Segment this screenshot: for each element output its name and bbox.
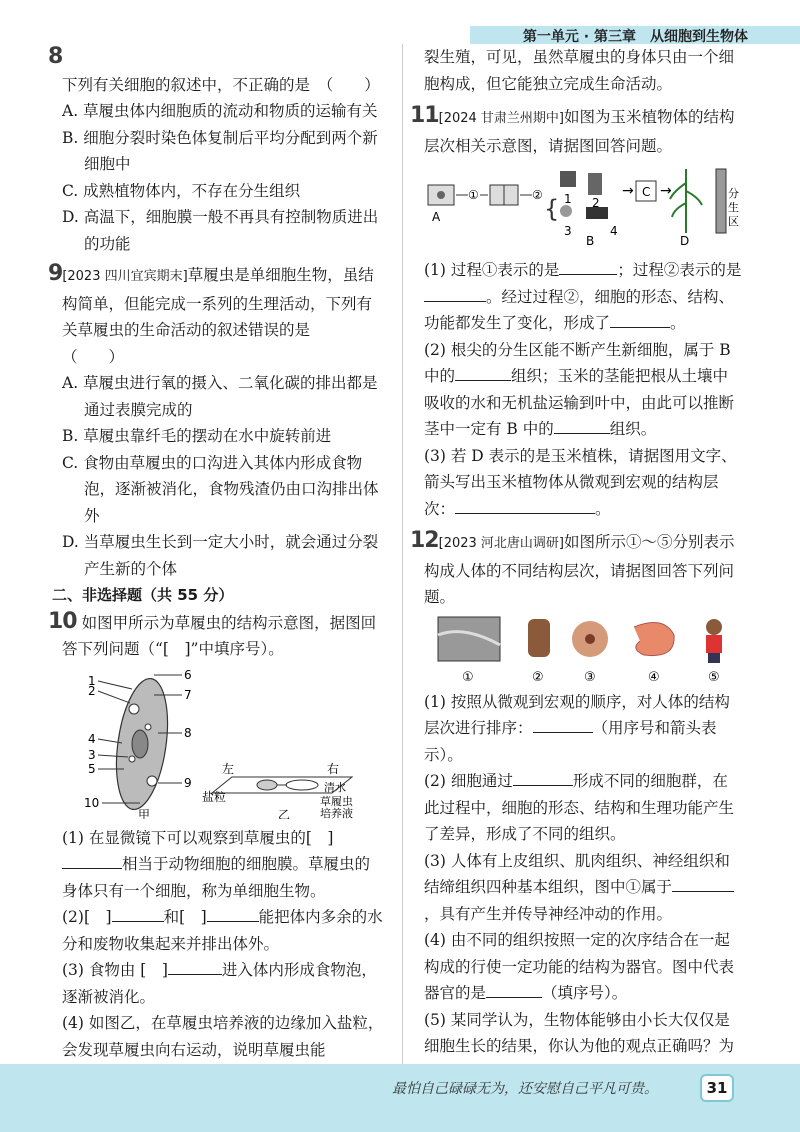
q8-option-a: A. 草履虫体内细胞质的流动和物质的运输有关 xyxy=(62,102,378,120)
label-5: 5 xyxy=(88,761,96,776)
label-right: 右 xyxy=(327,761,340,776)
q11-sub2-c: 组织。 xyxy=(609,420,657,438)
q10-sub3-b: 进入体内形成食物泡，逐渐被消化。 xyxy=(62,961,377,1006)
label-2: 2 xyxy=(592,196,600,210)
q11-sub1-b: ；过程②表示的是 xyxy=(617,261,742,279)
answer-blank[interactable] xyxy=(207,905,259,922)
q8-stem: 下列有关细胞的叙述中，不正确的是 （ ） xyxy=(62,75,380,94)
q10-sub2-c: 能把体内多余的水分和废物收集起来并排出体外。 xyxy=(62,908,383,953)
answer-blank[interactable] xyxy=(513,769,573,786)
q10-sub1-b: 相当于动物细胞的细胞膜。草履虫的身体只有一个细胞，称为单细胞生物。 xyxy=(62,855,371,900)
q8-option-b: B. 细胞分裂时染色体复制后平均分配到两个新细胞中 xyxy=(62,128,378,173)
q10-sub4: (4) 如图乙，在草履虫培养液的边缘加入盐粒，会发现草履虫向右运动，说明草履虫能 xyxy=(62,1014,384,1059)
q12-sub3-a: (3) 人体有上皮组织、肌肉组织、神经组织和结缔组织四种基本组织，图中①属于 xyxy=(424,851,730,896)
q11-figure xyxy=(424,163,742,253)
q10-continuation: 裂生殖，可见，虽然草履虫的身体只由一个细胞构成，但它能独立完成生命活动。 xyxy=(424,48,735,93)
q11-sub2-b: 组织；玉米的茎能把根从土壤中吸收的水和无机盐运输到叶中，由此可以推断茎中一定有 B 中的 xyxy=(424,367,735,438)
caption-yi: 乙 xyxy=(278,807,291,819)
label-water: 清水 xyxy=(324,780,346,794)
fig-label-3: ③ xyxy=(584,669,596,685)
fig-label-5: ⑤ xyxy=(708,669,720,685)
q9-option-d: D. 当草履虫生长到一定大小时，就会通过分裂产生新的个体 xyxy=(62,533,379,578)
q12-source-tag: [2023 河北唐山调研] xyxy=(438,536,564,551)
answer-blank[interactable] xyxy=(486,981,542,998)
label-9: 9 xyxy=(184,775,192,790)
q10-sub2-a: (2)[ ] xyxy=(62,908,112,926)
q12-sub5-a: (5) 某同学认为，生物体能够由小长大仅仅是细胞生长的结果，你认为他的观点正确吗？为 xyxy=(424,1010,735,1055)
page-footer xyxy=(0,1064,800,1132)
answer-blank[interactable] xyxy=(112,905,164,922)
process-2-label: ② xyxy=(532,188,543,202)
q8-option-c: C. 成熟植物体内，不存在分生组织 xyxy=(62,181,301,200)
q12-sub1-b: （用序号和箭头表示）。 xyxy=(424,719,717,764)
svg-text:→: → xyxy=(622,183,634,199)
label-3: 3 xyxy=(88,747,96,762)
fig-label-4: ④ xyxy=(648,669,660,685)
section-heading: 二、非选择题（共 55 分） xyxy=(52,586,234,604)
human-structure-images xyxy=(424,615,742,685)
q12-sub1-a: (1) 按照从微观到宏观的顺序，对人体的结构层次进行排序： xyxy=(424,692,730,737)
fig-label-2: ② xyxy=(532,669,544,685)
answer-blank[interactable] xyxy=(424,285,486,302)
q11-sub1-c: 。经过过程②，细胞的形态、结构、功能都发生了变化，形成了 xyxy=(424,287,735,332)
label-6: 6 xyxy=(184,668,192,682)
label-4: 4 xyxy=(88,731,96,746)
question-number: 8 xyxy=(48,44,63,69)
question-number: 12 xyxy=(410,528,439,553)
right-column: 裂生殖，可见，虽然草履虫的身体只由一个细胞构成，但它能独立完成生命活动。 11[2024 甘肃兰州期中]如图为玉米植物体的结构层次相关示意图，请据图回答问题。 ① ② { → C → A 3 2 1 4 B D 分 生 区 (1) 过程①表示的是 ；过程②表示的是。经过过程②，细胞的形态、结构、功能都发生了变化，形成了 。 (2) 根尖的分生区能不断产生新细胞，属于 B 中的 组织；玉米的茎能把根从土壤中吸收的水和无机盐运输到叶中，由此可以推断茎中一定有 B 中的 组织。 (3) 若 D 表示的是玉米植株，请据图用文字、箭头写出玉米植物体从微观到宏观的结构层次： 。 12[2023 河北唐山调研]如图所示①～⑤分别表示构成人体的不同结构层次，请据图回答下列问题。 ① ② ③ ④ ⑤ (1) 按照从微观到宏观的顺序，对人体的结构层次进行排序： （用序号和箭头表示）。 (2) 细胞通过 形成不同的细胞群，在此过程中，细胞的形态、结构和生理功能产生了差异，形成了不同的组织。 (3) 人体有上皮组织、肌肉组织、神经组织和结缔组织四种基本组织，图中①属于，具有产生并传导神经冲动的作用。 (4) 由不同的组织按照一定的次序结合在一起构成的行使一定功能的结构为器官。图中代表器官的是 （填序号）。 (5) 某同学认为，生物体能够由小长大仅仅是细胞生长的结果，你认为他的观点正确吗？为 xyxy=(424,44,742,1086)
column-divider xyxy=(402,44,403,1064)
q11-source-tag: [2024 甘肃兰州期中] xyxy=(438,111,564,126)
q12-sub2-a: (2) 细胞通过 xyxy=(424,772,513,790)
q11-sub3: (3) 若 D 表示的是玉米植株，请据图用文字、箭头写出玉米植物体从微观到宏观的结构层次： xyxy=(424,446,737,518)
label-4: 4 xyxy=(610,224,618,238)
q10-sub2-b: 和[ ] xyxy=(163,908,207,926)
header-title: 第一单元 · 第三章 从细胞到生物体 xyxy=(522,29,748,45)
label-culture: 培养液 xyxy=(320,806,353,819)
page-header xyxy=(470,0,800,44)
answer-blank[interactable] xyxy=(62,852,122,869)
box-c-label: C xyxy=(642,185,651,199)
process-1-label: ① xyxy=(468,188,479,202)
label-7: 7 xyxy=(184,687,192,702)
answer-blank[interactable] xyxy=(610,311,670,328)
q9-source-tag: [2023 四川宜宾期末] xyxy=(62,269,188,284)
q11-stem: 如图为玉米植物体的结构层次相关示意图，请据图回答问题。 xyxy=(424,108,735,155)
zone-label-3: 区 xyxy=(728,215,739,228)
q11-sub1-a: (1) 过程①表示的是 xyxy=(424,261,560,279)
answer-blank[interactable] xyxy=(559,258,617,275)
q12-sub3-b: ，具有产生并传导神经冲动的作用。 xyxy=(424,904,673,923)
zone-label-1: 分 xyxy=(728,187,739,200)
answer-blank[interactable] xyxy=(554,417,610,434)
q10-sub1-a: (1) 在显微镜下可以观察到草履虫的[ ] xyxy=(62,828,334,847)
answer-blank[interactable] xyxy=(533,716,593,733)
q10-stem: 如图甲所示为草履虫的结构示意图，据图回答下列问题（“[ ]”中填序号）。 xyxy=(62,613,377,658)
q9-option-a: A. 草履虫进行氧的摄入、二氧化碳的排出都是通过表膜完成的 xyxy=(62,374,378,419)
label-left: 左 xyxy=(222,761,235,776)
q12-figure xyxy=(424,615,742,685)
zone-label-2: 生 xyxy=(728,201,739,214)
label-2: 2 xyxy=(88,683,96,698)
q9-stem: 草履虫是单细胞生物，虽结构简单，但能完成一系列的生理活动，下列有关草履虫的生命活动的叙述错误的是 （ ） xyxy=(62,266,374,366)
question-number: 11 xyxy=(410,103,439,128)
label-B: B xyxy=(586,234,595,248)
fig-label-1: ① xyxy=(462,669,474,685)
q12-sub4-a: (4) 由不同的组织按照一定的次序结合在一起构成的行使一定功能的结构为器官。图中代表器官的是 xyxy=(424,931,735,1002)
q9-option-c: C. 食物由草履虫的口沟进入其体内形成食物泡，逐渐被消化，食物残渣仍由口沟排出体外 xyxy=(62,453,379,525)
corn-structure-diagram xyxy=(424,163,742,253)
q8-option-d: D. 高温下，细胞膜一般不再具有控制物质进出的功能 xyxy=(62,208,379,253)
q10-figure xyxy=(62,669,384,819)
answer-blank[interactable] xyxy=(455,497,595,514)
question-number: 10 xyxy=(48,608,77,634)
label-1: 1 xyxy=(88,673,96,688)
q10-sub3-a: (3) 食物由 [ ] xyxy=(62,961,168,979)
label-D: D xyxy=(680,234,690,248)
answer-blank[interactable] xyxy=(455,364,511,381)
paramecium-diagram xyxy=(62,669,384,819)
period: 。 xyxy=(595,499,611,518)
q12-sub2-b: 形成不同的细胞群，在此过程中，细胞的形态、结构和生理功能产生了差异，形成了不同的组织。 xyxy=(424,772,735,843)
label-paramecium: 草履虫 xyxy=(320,794,353,808)
svg-text:{: { xyxy=(544,195,560,223)
answer-blank[interactable] xyxy=(672,875,734,892)
footer-motto: 最怕自己碌碌无为，还安慰自己平凡可贵。 xyxy=(392,1081,658,1097)
label-8: 8 xyxy=(184,725,192,740)
answer-blank[interactable] xyxy=(168,958,222,975)
label-A: A xyxy=(432,210,441,224)
left-column xyxy=(48,44,384,1090)
q12-sub4-b: （填序号）。 xyxy=(542,984,628,1002)
question-number: 9 xyxy=(48,261,63,286)
q9-option-b: B. 草履虫靠纤毛的摆动在水中旋转前进 xyxy=(62,427,332,445)
label-10: 10 xyxy=(84,795,100,810)
page-number: 31 xyxy=(700,1074,734,1102)
caption-jia: 甲 xyxy=(138,807,151,819)
label-1: 1 xyxy=(564,192,572,206)
q11-sub2-a: (2) 根尖的分生区能不断产生新细胞，属于 B 中的 xyxy=(424,340,731,385)
label-salt: 盐粒 xyxy=(202,789,227,804)
svg-text:→: → xyxy=(660,183,672,199)
label-3: 3 xyxy=(564,224,572,238)
q12-stem: 如图所示①～⑤分别表示构成人体的不同结构层次，请据图回答下列问题。 xyxy=(424,533,735,606)
